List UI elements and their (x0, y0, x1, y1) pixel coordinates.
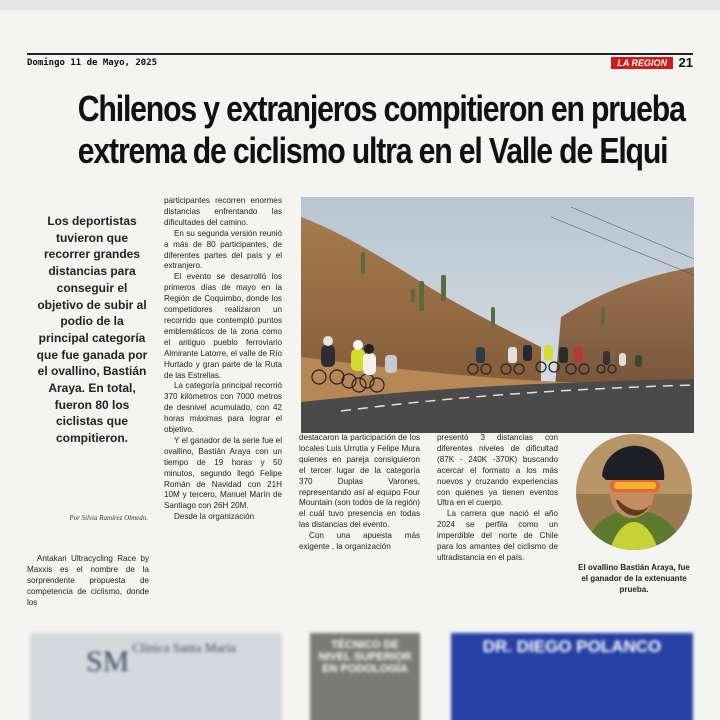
paragraph: Con una apuesta más exigente , la organización (299, 531, 420, 552)
paragraph: Y el ganador de la serie fue el ovallino, Bastián Araya con un tiempo de 19 horas y 50 minutos, segundo llegó Felipe Román de Navidad con 21H 10M y tercero, Manuel Marín de Santiago con 26H 20M. (164, 435, 282, 511)
header-rule (27, 53, 693, 55)
page-header (27, 55, 693, 71)
headline-line-2: extrema de ciclismo ultra en el Valle de Elqui (77, 130, 668, 171)
clinic-name: Clínica Santa María (132, 640, 236, 655)
headline-line-1: Chilenos y extranjeros compitieron en prueba (77, 88, 685, 129)
paragraph: El evento se desarrolló los primeros días de mayo en la Región de Coquimbo, donde los competidores realizaron un recorrido que contempló puntos emblemáticos de la zona como el antiguo pueblo ferroviario Almirante Latorre, el valle de Río Hurtado y gran parte de la Ruta de las Estrellas. (164, 272, 282, 380)
cyclists-photo-illustration (301, 197, 694, 433)
body-column-3 (299, 433, 420, 553)
page-number: 21 (678, 55, 693, 70)
paragraph: destacaron la participación de los locales Luis Urrutia y Felipe Mura quienes en pareja consiguieron el tercer lugar de la categoría 370 Duplas Varones, representando así al equipo Four Mountain (son todos de la región) el cuál tuvo presencia en todas las distancias del evento. (299, 433, 420, 530)
podology-ad-text: TÉCNICO DE NIVEL SUPERIOR EN PODOLOGÍA (318, 639, 412, 675)
top-shade (0, 0, 720, 10)
doctor-ad-name: DR. DIEGO POLANCO (482, 637, 662, 656)
body-column-2 (164, 196, 282, 523)
paragraph: La carrera que nació el año 2024 se perfila como un imperdible del norte de Chile para los amantes del ciclismo de ultradistancia en el país. (437, 509, 558, 562)
winner-portrait (576, 434, 692, 550)
newspaper-brand-logo: LA REGION (611, 57, 673, 69)
body-column-1 (27, 554, 149, 609)
article-headline (77, 88, 685, 172)
paragraph: Desde la organización (174, 512, 255, 522)
paragraph: presentó 3 distancias con diferentes niveles de dificultad (87K - 240K -370K) buscando acercar el formato a los más nuevos y cruzando experiencias con quienes ya tienen eventos Ultra en el cuerpo. (437, 433, 558, 508)
issue-date: Domingo 11 de Mayo, 2025 (27, 58, 158, 68)
winner-portrait-illustration (576, 434, 692, 550)
byline: Por Silvia Ramírez Olmedo. (69, 514, 148, 522)
paragraph: En su segunda versión reunió a más de 80 participantes, de diferentes partes del país y el extranjero. (164, 228, 282, 271)
photo-caption: El ovallino Bastián Araya, fue el ganador de la extenuante prueba. (578, 563, 690, 594)
paragraph: participantes recorren enormes distancias enfrentando las dificultades del camino. (164, 196, 282, 227)
paragraph: La categoría principal recorrió 370 kilómetros con 7000 metros de desnivel acumulado, con 42 horas máximas para lograr el objetivo. (164, 381, 282, 435)
advertisement-podology[interactable] (310, 633, 420, 720)
cyclists-photo (301, 197, 694, 433)
advertisement-clinic[interactable] (30, 633, 282, 720)
clinic-logo: SM (86, 645, 130, 678)
paragraph: Antakari Ultracycling Race by Maxxis es el nombre de la sorprendente propuesta de competencia de ciclismo, donde los (27, 554, 149, 607)
advertisement-doctor[interactable] (451, 633, 693, 720)
body-column-4 (437, 433, 558, 564)
article-lead: Los deportistas tuvieron que recorrer grandes distancias para conseguir el objetivo de subir al podio de la principal categoría que fue ganada por el ovallino, Bastián Araya. En total, fueron 80 los ciclistas que compitieron. (36, 214, 148, 446)
